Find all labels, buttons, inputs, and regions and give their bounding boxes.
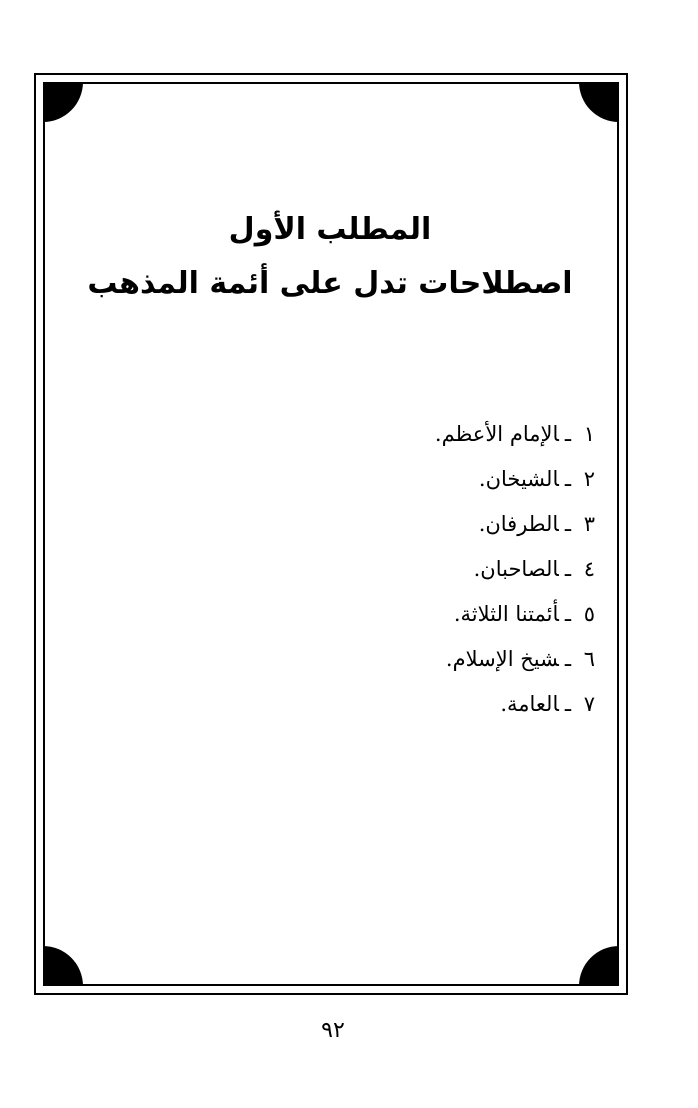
terms-list: [275, 412, 595, 727]
item-number: ٥: [583, 602, 595, 626]
list-item: [275, 412, 595, 457]
item-number: ٤: [583, 557, 595, 581]
section-subtitle: اصطلاحات تدل على أئمة المذهب: [87, 266, 573, 301]
item-dash: ـ: [564, 602, 571, 626]
item-dash: ـ: [564, 647, 571, 671]
item-dash: ـ: [564, 467, 571, 491]
item-dash: ـ: [564, 557, 571, 581]
item-text: الشيخان.: [478, 467, 559, 491]
item-number: ٧: [583, 692, 595, 716]
list-item: [275, 637, 595, 682]
item-number: ١: [583, 422, 595, 446]
item-number: ٦: [583, 647, 595, 671]
list-item: [275, 682, 595, 727]
item-text: العامة.: [500, 692, 559, 716]
item-dash: ـ: [564, 512, 571, 536]
list-item: [275, 502, 595, 547]
item-text: الطرفان.: [478, 512, 559, 536]
item-text: الصاحبان.: [473, 557, 559, 581]
item-text: شيخ الإسلام.: [445, 647, 559, 671]
item-text: أئمتنا الثلاثة.: [453, 602, 559, 626]
list-item: [275, 457, 595, 502]
item-dash: ـ: [564, 422, 571, 446]
item-dash: ـ: [564, 692, 571, 716]
item-number: ٢: [583, 467, 595, 491]
item-text: الإمام الأعظم.: [434, 422, 559, 446]
page-number: ٩٢: [321, 1018, 345, 1043]
section-title: المطلب الأول: [228, 212, 432, 247]
list-item: [275, 592, 595, 637]
list-item: [275, 547, 595, 592]
item-number: ٣: [583, 512, 595, 536]
